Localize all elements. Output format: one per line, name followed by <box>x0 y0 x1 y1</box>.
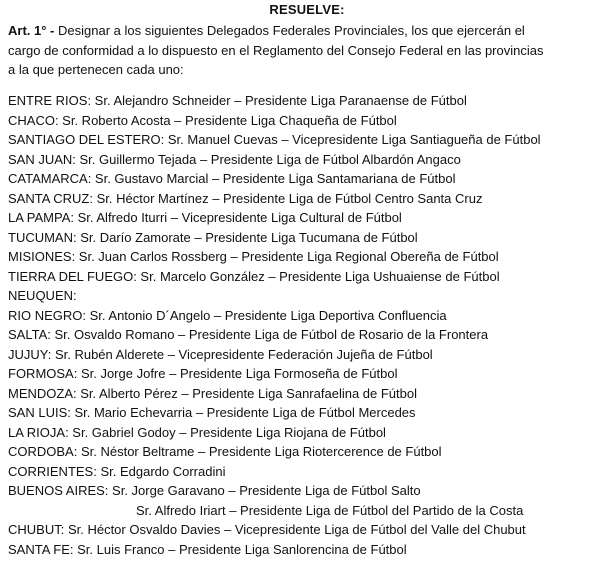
article-line-2: cargo de conformidad a lo dispuesto en el Reglamento del Consejo Federal en las provincias <box>8 42 544 58</box>
delegate-row: SALTA: Sr. Osvaldo Romano – Presidente Liga de Fútbol de Rosario de la Frontera <box>8 327 489 342</box>
resolution-heading: RESUELVE: <box>269 2 345 17</box>
delegate-row: CHACO: Sr. Roberto Acosta – Presidente Liga Chaqueña de Fútbol <box>8 112 397 128</box>
delegate-row: LA PAMPA: Sr. Alfredo Iturri – Vicepresidente Liga Cultural de Fútbol <box>8 210 402 225</box>
delegate-row: JUJUY: Sr. Rubén Alderete – Vicepresidente Federación Jujeña de Fútbol <box>8 346 433 362</box>
article-line-1 <box>8 21 600 41</box>
delegate-row: SANTIAGO DEL ESTERO: Sr. Manuel Cuevas – Vicepresidente Liga Santiagueña de Fútbol <box>8 132 541 147</box>
delegate-row: TIERRA DEL FUEGO: Sr. Marcelo González – Presidente Liga Ushuaiense de Fútbol <box>8 268 500 284</box>
delegate-row: ENTRE RIOS: Sr. Alejandro Schneider – Presidente Liga Paranaense de Fútbol <box>8 93 467 108</box>
delegates-list <box>8 91 600 559</box>
article-line-3: a la que pertenecen cada uno: <box>8 62 184 77</box>
delegate-row: CHUBUT: Sr. Héctor Osvaldo Davies – Vicepresidente Liga de Fútbol del Valle del Chubut <box>8 522 526 537</box>
delegate-row: NEUQUEN: <box>8 288 77 303</box>
delegate-row: SANTA CRUZ: Sr. Héctor Martínez – Presidente Liga de Fútbol Centro Santa Cruz <box>8 190 483 206</box>
delegate-row: CORDOBA: Sr. Néstor Beltrame – Presidente Liga Riotercerence de Fútbol <box>8 444 442 459</box>
delegate-row: CATAMARCA: Sr. Gustavo Marcial – Presidente Liga Santamariana de Fútbol <box>8 171 456 186</box>
delegate-row: SAN JUAN: Sr. Guillermo Tejada – Presidente Liga de Fútbol Albardón Angaco <box>8 151 461 167</box>
delegate-row: TUCUMAN: Sr. Darío Zamorate – Presidente Liga Tucumana de Fútbol <box>8 229 418 245</box>
delegate-row: CORRIENTES: Sr. Edgardo Corradini <box>8 463 226 479</box>
delegate-row: MISIONES: Sr. Juan Carlos Rossberg – Presidente Liga Regional Obereña de Fútbol <box>8 249 499 264</box>
delegate-row: BUENOS AIRES: Sr. Jorge Garavano – Presidente Liga de Fútbol Salto <box>8 483 421 498</box>
delegate-row: LA RIOJA: Sr. Gabriel Godoy – Presidente Liga Riojana de Fútbol <box>8 424 386 440</box>
delegate-row: FORMOSA: Sr. Jorge Jofre – Presidente Liga Formoseña de Fútbol <box>8 366 398 381</box>
article-label: Art. 1° - <box>8 23 55 38</box>
delegate-row: RIO NEGRO: Sr. Antonio D´Angelo – Presidente Liga Deportiva Confluencia <box>8 307 447 323</box>
delegate-row: Sr. Alfredo Iriart – Presidente Liga de Fútbol del Partido de la Costa <box>136 502 524 518</box>
delegate-row: SAN LUIS: Sr. Mario Echevarria – Presidente Liga de Fútbol Mercedes <box>8 405 416 420</box>
delegate-row: SANTA FE: Sr. Luis Franco – Presidente Liga Sanlorencina de Fútbol <box>8 541 407 557</box>
article-text-1: Designar a los siguientes Delegados Federales Provinciales, los que ejercerán el <box>58 23 525 38</box>
article-1-paragraph <box>8 21 600 80</box>
delegate-row: MENDOZA: Sr. Alberto Pérez – Presidente Liga Sanrafaelina de Fútbol <box>8 385 417 401</box>
